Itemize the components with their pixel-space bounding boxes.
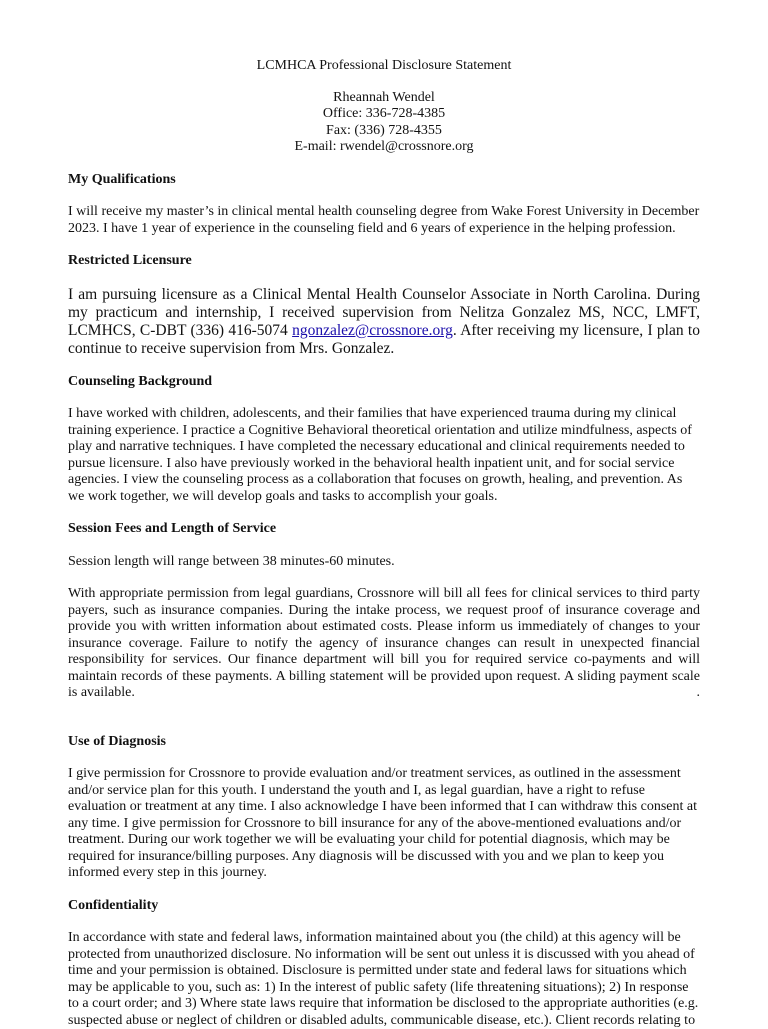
qualifications-heading: My Qualifications — [68, 171, 176, 187]
counselor-name: Rheannah Wendel — [333, 89, 435, 105]
fees-body: With appropriate permission from legal guardians, Crossnore will bill all fees for clinical services to third party payers, such as insurance companies. During the intake process, we request proof of insurance coverage and provide you with written information about estimated costs. Please inform us immediately of changes to your insurance coverage. Failure to notify the agency of insurance changes can result in unexpected financial responsibility for services. Our finance department will bill you for required service co-payments and will maintain records of these payments. A billing statement will be provided upon request. A sliding payment scale is available. — [68, 586, 700, 700]
licensure-heading: Restricted Licensure — [68, 253, 192, 268]
confidentiality-heading: Confidentiality — [68, 897, 159, 913]
diagnosis-text: I give permission for Crossnore to provide evaluation and/or treatment services, as outlined in the assessment and/or service plan for this youth. I understand the youth and I, as legal guardian, have a right to refuse evaluation or treatment at any time. I also acknowledge I have been informed that I can withdraw this consent at any time. I give permission for Crossnore to bill insurance for any of the above-mentioned evaluations and/or treatment. During our work together we will be evaluating your child for potential diagnosis, which may be required for insurance/billing purposes. Any diagnosis will be discussed with you and we plan to keep you informed every step in this journey. — [68, 766, 697, 880]
qualifications-text: I will receive my master’s in clinical mental health counseling degree from Wake Forest University in December 2023. I have 1 year of experience in the counseling field and 6 years of experience in the helping profession. — [68, 204, 700, 236]
office-phone: Office: 336-728-4385 — [322, 106, 446, 121]
diagnosis-heading: Use of Diagnosis — [68, 733, 167, 749]
fees-heading: Session Fees and Length of Service — [68, 521, 277, 536]
licensure-text — [68, 286, 700, 358]
fees-text — [68, 586, 700, 702]
contact-block — [68, 90, 700, 156]
email-address: E-mail: rwendel@crossnore.org — [294, 139, 474, 154]
fax-number: Fax: (336) 728-4355 — [326, 122, 442, 138]
background-text: I have worked with children, adolescents, and their families that have experienced trauma during my clinical training experience. I practice a Cognitive Behavioral theoretical orientation and utilize mindfulness, aspects of play and narrative techniques. I have completed the necessary educational and clinical requirements needed to pursue licensure. I also have previously worked in the behavioral health inpatient unit, and for social service agencies. I view the counseling process as a collaboration that focuses on growth, healing, and prevention. As we work together, we will develop goals and tasks to accomplish your goals. — [68, 406, 692, 504]
document-title: LCMHCA Professional Disclosure Statement — [256, 58, 512, 73]
licensure-text-before: I am pursuing licensure as a Clinical Mental Health Counselor Associate in North Carolina. During my practicum and internship, I received supervision from Nelitza Gonzalez MS, NCC, LMFT, LCMHCS, C-DBT (336) 416-5074 — [68, 285, 700, 339]
document-page — [68, 56, 700, 1029]
supervisor-email-link[interactable]: ngonzalez@crossnore.org — [292, 321, 453, 339]
trailing-mark: . — [696, 685, 700, 700]
confidentiality-text: In accordance with state and federal laws, information maintained about you (the child) at this agency will be protected from unauthorized disclosure. No information will be sent out unless it is discussed with you ahead of time and your permission is obtained. Disclosure is permitted under state and federal laws for situations which may be applicable to you, such as: 1) In the interest of public safety (life threatening situations); 2) In response to a court order; and 3) Where state laws require that information be disclosed to the appropriate authorities (e.g. suspected abuse or neglect of children or disabled adults, communicable disease, etc.). Client records relating to — [68, 930, 699, 1028]
background-heading: Counseling Background — [68, 373, 213, 389]
session-length-text: Session length will range between 38 minutes-60 minutes. — [68, 553, 395, 569]
licensure-text-after: . After receiving my licensure, I plan to continue to receive supervision from Mrs. Gonzalez. — [68, 321, 700, 357]
